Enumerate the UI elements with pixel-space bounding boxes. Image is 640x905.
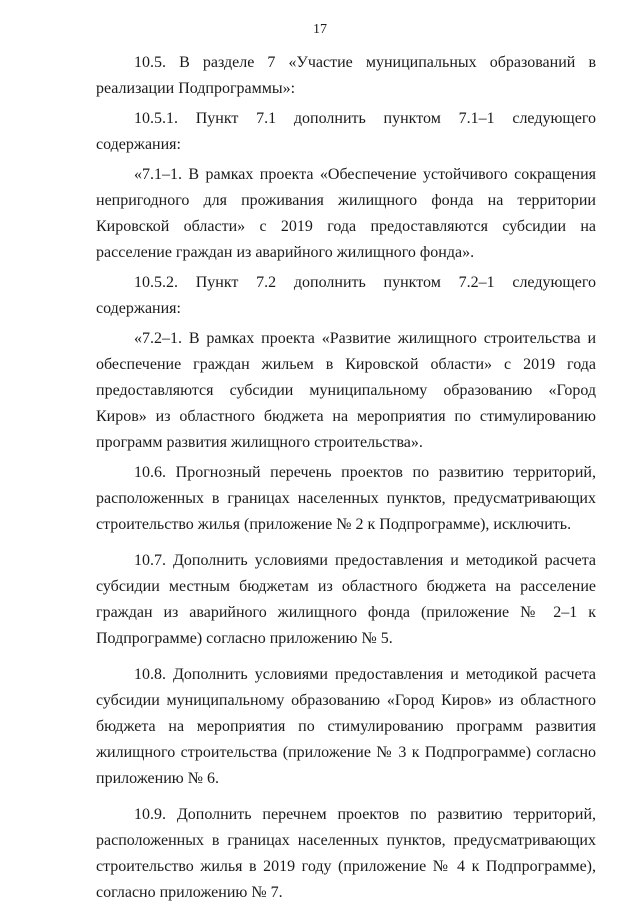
paragraph-10-5: 10.5. В разделе 7 «Участие муниципальных образований в реализации Подпрограммы»: [96,54,596,97]
paragraph-10-5-1: 10.5.1. Пункт 7.1 дополнить пунктом 7.1–1 следующего содержания: [96,110,596,153]
page-number: 17 [313,22,327,37]
document-body [96,50,596,905]
paragraph-10-9: 10.9. Дополнить перечнем проектов по развитию территорий, расположенных в границах населенных пунктов, предусматривающих строительство жилья в 2019 году (приложение № 4 к Подпрограмме), согласно приложению № 7. [96,806,596,901]
paragraph-10-6: 10.6. Прогнозный перечень проектов по развитию территорий, расположенных в границах населенных пунктов, предусматривающих строительство жилья (приложение № 2 к Подпрограмме), исключить. [96,464,596,533]
paragraph-10-5-2: 10.5.2. Пункт 7.2 дополнить пунктом 7.2–1 следующего содержания: [96,274,596,317]
paragraph-10-8: 10.8. Дополнить условиями предоставления и методикой расчета субсидии муниципальному образованию «Город Киров» из областного бюджета на мероприятия по стимулированию программ развития жилищного строительства (приложение № 3 к Подпрограмме) согласно приложению № 6. [96,666,596,787]
paragraph-quote-7-1-1: «7.1–1. В рамках проекта «Обеспечение устойчивого сокращения непригодного для проживания жилищного фонда на территории Кировской области» с 2019 года предоставляются субсидии на расселение граждан из аварийного жилищного фонда». [96,166,596,261]
paragraph-quote-7-2-1: «7.2–1. В рамках проекта «Развитие жилищного строительства и обеспечение граждан жильем в Кировской области» с 2019 года предоставляются субсидии муниципальному образованию «Город Киров» из областного бюджета на мероприятия по стимулированию программ развития жилищного строительства». [96,330,596,451]
paragraph-10-7: 10.7. Дополнить условиями предоставления и методикой расчета субсидии местным бюджетам из областного бюджета на расселение граждан из аварийного жилищного фонда (приложение № 2–1 к Подпрограмме) согласно приложению № 5. [96,552,596,647]
